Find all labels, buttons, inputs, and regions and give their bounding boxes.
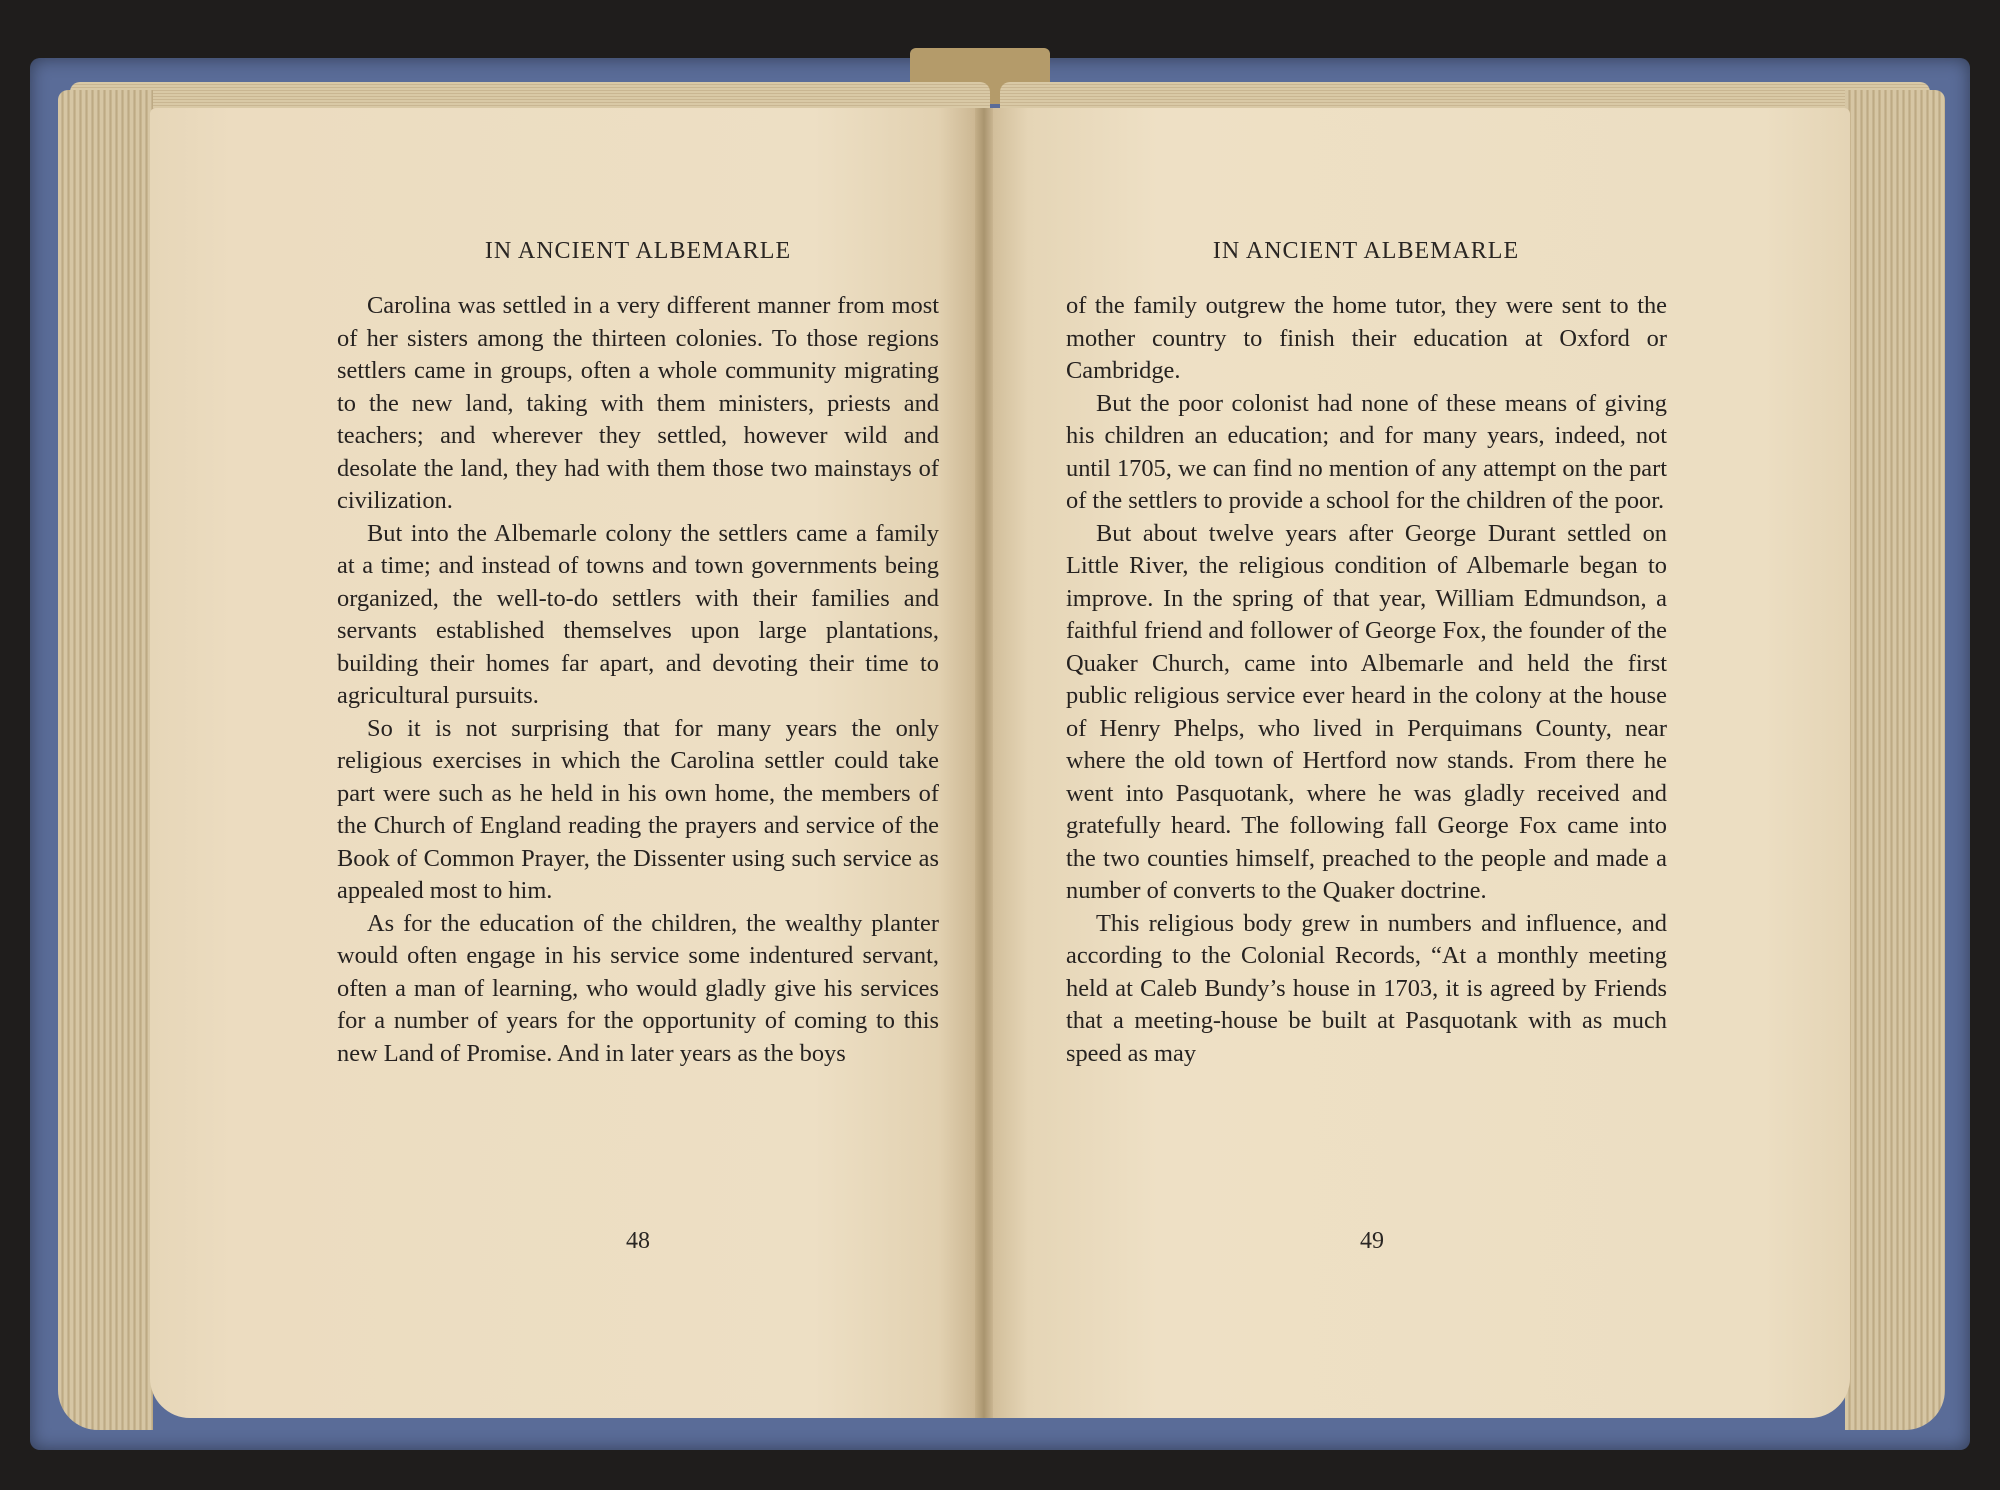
- paragraph: But about twelve years after George Durant settled on Little River, the religious condition of Albemarle began to improve. In the spring of that year, William Edmundson, a faithful friend and follower of George Fox, the founder of the Quaker Church, came into Albemarle and held the first public religious service ever heard in the colony at the house of Henry Phelps, who lived in Perquimans County, near where the old town of Hertford now stands. From there he went into Pasquotank, where he was gladly received and gratefully heard. The following fall George Fox came into the two counties himself, preached to the people and made a number of converts to the Quaker doctrine.: [1066, 519, 1667, 904]
- left-page-text: [337, 290, 939, 1070]
- continued-paragraph: of the family outgrew the home tutor, they were sent to the mother country to finish their education at Oxford or Cambridge.: [1066, 292, 1667, 384]
- book-gutter: [975, 108, 993, 1418]
- page-number-right: 49: [1360, 1228, 1384, 1254]
- page-edges-right: [1845, 90, 1945, 1430]
- page-edges-left: [58, 90, 153, 1430]
- paragraph: As for the education of the children, the wealthy planter would often engage in his service some indentured servant, often a man of learning, who would gladly give his services for a number of years for the opportunity of coming to this new Land of Promise. And in later years as the boys: [337, 909, 939, 1067]
- right-page-text: [1066, 290, 1667, 1070]
- page-number-left: 48: [626, 1228, 650, 1254]
- paragraph: So it is not surprising that for many years the only religious exercises in which the Carolina settler could take part were such as he held in his own home, the members of the Church of England reading the prayers and service of the Book of Common Prayer, the Dissenter using such service as appealed most to him.: [337, 714, 939, 904]
- running-head-left: IN ANCIENT ALBEMARLE: [484, 238, 792, 264]
- paragraph: This religious body grew in numbers and influence, and according to the Colonial Records, “At a monthly meeting held at Caleb Bundy’s house in 1703, it is agreed by Friends that a meeting-house be built at Pasquotank with as much speed as may: [1066, 909, 1667, 1067]
- paragraph: But into the Albemarle colony the settlers came a family at a time; and instead of towns and town governments being organized, the well-to-do settlers with their families and servants established themselves upon large plantations, building their homes far apart, and devoting their time to agricultural pursuits.: [337, 519, 939, 709]
- running-head-right: IN ANCIENT ALBEMARLE: [1212, 238, 1520, 264]
- paragraph: But the poor colonist had none of these means of giving his children an education; and for many years, indeed, not until 1705, we can find no mention of any attempt on the part of the settlers to provide a school for the children of the poor.: [1066, 389, 1667, 514]
- paragraph: Carolina was settled in a very different manner from most of her sisters among the thirteen colonies. To those regions settlers came in groups, often a whole community migrating to the new land, taking with them ministers, priests and teachers; and wherever they settled, however wild and desolate the land, they had with them those two mainstays of civilization.: [337, 292, 939, 514]
